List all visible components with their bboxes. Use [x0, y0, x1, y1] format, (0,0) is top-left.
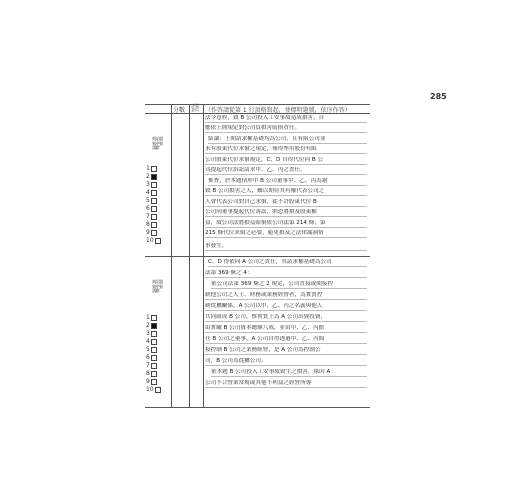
question-option-9[interactable]: 9	[146, 378, 157, 385]
question-option-3[interactable]: 3	[146, 330, 157, 337]
answer-line: 制他公司之人士、財務或業務經營者，為實質控	[205, 292, 367, 300]
answer-line: 惟查，於本題情形中 B 公司董事甲、乙、丙為謝	[208, 178, 367, 186]
question-option-6[interactable]: 6	[146, 205, 157, 212]
checkbox-icon[interactable]	[151, 371, 157, 377]
answer-line: 益，故公司法將損益賠償依公司法第 214 條，第	[205, 220, 367, 228]
question-option-10[interactable]: 10	[146, 386, 161, 393]
checkbox-icon[interactable]	[151, 230, 157, 236]
answer-line: 公司股東代位求償規定，C、D 自得代位向 B 公	[205, 157, 367, 165]
checkbox-icon[interactable]	[151, 355, 157, 361]
checkbox-icon[interactable]	[155, 387, 161, 393]
answer-line: 人會代表公司對自己求償，從不許股東代位 B	[205, 199, 367, 207]
question-option-3[interactable]: 3	[146, 181, 157, 188]
answer-line: 215 條代位求償之必要，避免損及之法律漏洞情	[205, 230, 367, 238]
answer-line: 結論：上開請求權基礎均為公司，且有限公司並	[208, 136, 367, 144]
answer-line: 依本題 B 公司投入工安事故致生之損害，係因 A	[211, 369, 367, 377]
checked-checkbox-icon[interactable]	[151, 323, 157, 329]
grader-column-header: 評閱委員	[191, 103, 199, 112]
question-option-10[interactable]: 10	[146, 237, 161, 244]
question-option-5[interactable]: 5	[146, 346, 157, 353]
answer-line: 法第 369 條之 4：	[205, 270, 367, 278]
answer-line: 未有股東代位求償之規定，僅得準用股份有限	[205, 146, 367, 154]
answer-sheet	[145, 104, 370, 408]
score-column-header: 分數	[173, 107, 186, 114]
question-option-1[interactable]: 1	[146, 314, 157, 321]
question-number-block-2	[145, 256, 171, 407]
answer-line: 應依上開規定對公司負損害賠償責任。	[205, 125, 367, 133]
question-option-4[interactable]: 4	[146, 338, 157, 345]
answer-line: 司提起代位訴訟請求甲、乙、丙之責任。	[205, 167, 367, 175]
checkbox-icon[interactable]	[155, 238, 161, 244]
checkbox-icon[interactable]	[151, 222, 157, 228]
question-option-6[interactable]: 6	[146, 354, 157, 361]
checked-checkbox-icon[interactable]	[151, 174, 157, 180]
question-option-8[interactable]: 8	[146, 370, 157, 377]
checkbox-icon[interactable]	[151, 339, 157, 345]
checkbox-icon[interactable]	[151, 379, 157, 385]
checkbox-icon[interactable]	[151, 190, 157, 196]
checkbox-icon[interactable]	[151, 363, 157, 369]
page-number: 285	[430, 92, 447, 101]
question-number-label: 刻記題號序號請劃	[152, 279, 163, 294]
answer-line: 公司向董事提起代位訴訟，則恐將損及股東權	[205, 209, 367, 217]
answer-line: 任 B 公司之董事，A 公司自得透過甲、乙、丙間	[205, 336, 367, 344]
answer-instruction: （作答請從第 1 行頂格寫起，並標明題號，依序作答）	[205, 107, 351, 114]
question-option-2[interactable]: 2	[146, 322, 157, 329]
answer-line: 事發生。	[205, 243, 367, 251]
checkbox-icon[interactable]	[151, 198, 157, 204]
answer-line: C、D 得依向 A 公司之責任，其請求權基礎為公司	[208, 259, 367, 267]
question-number-label: 刻記題號序號請劃	[152, 136, 163, 151]
question-option-7[interactable]: 7	[146, 213, 157, 220]
answer-line: 共同組成 B 公司，惟實質上為 A 公司出資投資，	[205, 314, 367, 322]
question-number-block-1	[145, 113, 171, 256]
question-option-2[interactable]: 2	[146, 173, 157, 180]
checkbox-icon[interactable]	[151, 182, 157, 188]
answer-line: 制從屬關係，A 公司以甲、乙、丙之名義與他人	[205, 303, 367, 311]
question-option-9[interactable]: 9	[146, 229, 157, 236]
answer-line: 致 B 公司損害之人，難以期待其有權代表公司之	[205, 188, 367, 196]
question-option-5[interactable]: 5	[146, 197, 157, 204]
question-option-4[interactable]: 4	[146, 189, 157, 196]
checkbox-icon[interactable]	[151, 315, 157, 321]
answer-line: 由實繳 B 公司資本總額八成，並由甲、乙、丙擔	[205, 325, 367, 333]
checkbox-icon[interactable]	[151, 347, 157, 353]
answer-line: 司，B 公司為從屬公司。	[205, 358, 367, 366]
checkbox-icon[interactable]	[151, 214, 157, 220]
question-option-8[interactable]: 8	[146, 221, 157, 228]
checkbox-icon[interactable]	[151, 331, 157, 337]
question-option-1[interactable]: 1	[146, 165, 157, 172]
answer-line: 公司不合營業常規或其他不利益之經營所導	[205, 380, 367, 388]
answer-line: 依公司法第 369 條之 2 規定，公司直接或間接控	[211, 281, 367, 289]
question-option-7[interactable]: 7	[146, 362, 157, 369]
checkbox-icon[interactable]	[151, 206, 157, 212]
answer-line: 接控制 B 公司之業務經營，是 A 公司為控制公	[205, 347, 367, 355]
checkbox-icon[interactable]	[151, 166, 157, 172]
answer-line: 法令意程，致 B 公司投入工安事故造成損害，自	[205, 115, 367, 123]
